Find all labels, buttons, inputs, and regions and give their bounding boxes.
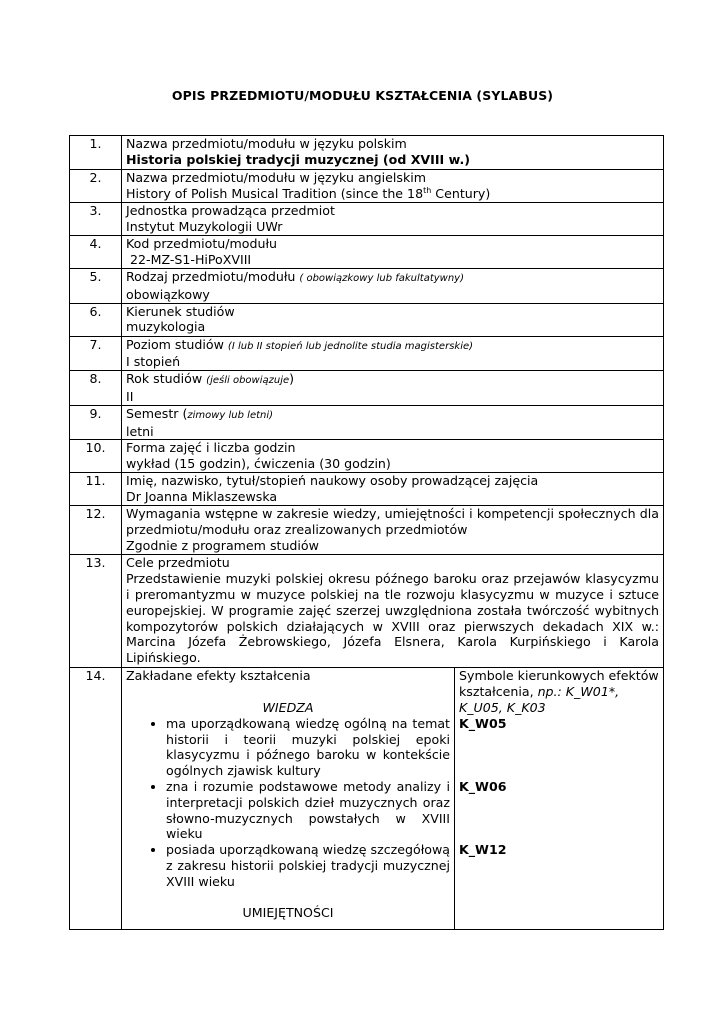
outcome-code: K_W12 bbox=[459, 842, 507, 858]
row-label: Forma zajęć i liczba godzin bbox=[126, 440, 296, 456]
row-value: 22-MZ-S1-HiPoXVIII bbox=[126, 251, 252, 267]
table-row bbox=[70, 136, 664, 170]
course-name-pl: Historia polskiej tradycji muzycznej (od XVIII w.) bbox=[126, 151, 470, 167]
table-row bbox=[70, 473, 664, 506]
row-number: 4. bbox=[70, 236, 122, 269]
row-value: wykład (15 godzin), ćwiczenia (30 godzin) bbox=[126, 456, 391, 472]
outcome-code: K_W06 bbox=[459, 778, 507, 794]
table-row bbox=[70, 269, 664, 304]
row-label: Kierunek studiów bbox=[126, 303, 235, 319]
row-label: Kod przedmiotu/modułu bbox=[126, 236, 278, 251]
table-row bbox=[70, 440, 664, 473]
row-number: 9. bbox=[70, 405, 122, 440]
syllabus-table bbox=[69, 135, 664, 930]
row-number: 10. bbox=[70, 440, 122, 473]
section-heading-umiejetnosci: UMIEJĘTNOŚCI bbox=[242, 905, 334, 921]
learning-outcomes-list bbox=[126, 716, 450, 890]
outcome-code: K_W05 bbox=[459, 715, 507, 731]
row-label: Semestr (zimowy lub letni) bbox=[126, 405, 274, 421]
row-number: 12. bbox=[70, 506, 122, 555]
row-value: Instytut Muzykologii UWr bbox=[126, 218, 283, 234]
table-row bbox=[70, 405, 664, 440]
row-value: letni bbox=[126, 423, 154, 439]
table-row bbox=[70, 236, 664, 269]
row-label: Nazwa przedmiotu/modułu w języku angielskim bbox=[126, 170, 427, 185]
table-row bbox=[70, 170, 664, 203]
row-number: 3. bbox=[70, 203, 122, 236]
row-number: 6. bbox=[70, 303, 122, 336]
table-row bbox=[70, 668, 664, 930]
table-row bbox=[70, 555, 664, 668]
row-value: II bbox=[126, 388, 134, 404]
row-label: Wymagania wstępne w zakresie wiedzy, umiejętności i kompetencji społecznych dla przedmiotu/modułu oraz zrealizowanych przedmiotów bbox=[126, 506, 659, 538]
course-name-en: History of Polish Musical Tradition (since the 18th Century) bbox=[126, 185, 491, 201]
row-value: obowiązkowy bbox=[126, 286, 210, 302]
row-value: Dr Joanna Miklaszewska bbox=[126, 489, 278, 505]
row-value: muzykologia bbox=[126, 319, 206, 335]
symbols-heading: Symbole kierunkowych efektów kształcenia, np.: K_W01*, K_U05, K_K03 bbox=[459, 668, 659, 715]
course-goals: Przedstawienie muzyki polskiej okresu późnego baroku oraz przejawów klasycyzmu i preromantyzmu w muzyce polskiej na tle rozwoju klasycyzmu w muzyce i sztuce europejskiej. W programie zajęć szerzej uwzględniona została twórczość wybitnych kompozytorów polskich działających w XVIII oraz pierwszych dekadach XIX w.: Marcina Józefa Żebrowskiego, Józefa Elsnera, Karola Kurpińskiego i Karola Lipińskiego. bbox=[126, 571, 659, 666]
row-number: 1. bbox=[70, 136, 122, 170]
page-title: OPIS PRZEDMIOTU/MODUŁU KSZTAŁCENIA (SYLABUS) bbox=[171, 88, 554, 103]
list-item: • zna i rozumie podstawowe metody analizy i interpretacji polskich dzieł muzycznych oraz słowno-muzycznych powstałych w XVIII wieku bbox=[166, 779, 450, 842]
section-heading-wiedza: WIEDZA bbox=[262, 699, 314, 715]
row-number: 5. bbox=[70, 269, 122, 304]
row-label: Zakładane efekty kształcenia bbox=[126, 668, 311, 684]
row-label: Nazwa przedmiotu/modułu w języku polskim bbox=[126, 136, 407, 151]
table-row bbox=[70, 371, 664, 406]
table-row bbox=[70, 336, 664, 371]
row-number: 2. bbox=[70, 170, 122, 203]
row-number: 8. bbox=[70, 371, 122, 406]
table-row bbox=[70, 506, 664, 555]
row-label: Poziom studiów (I lub II stopień lub jednolite studia magisterskie) bbox=[126, 336, 474, 352]
table-row bbox=[70, 303, 664, 336]
row-value: I stopień bbox=[126, 354, 181, 370]
row-label: Rodzaj przedmiotu/modułu ( obowiązkowy lub fakultatywny) bbox=[126, 269, 464, 284]
row-number: 11. bbox=[70, 473, 122, 506]
row-label: Rok studiów (jeśli obowiązuje) bbox=[126, 371, 295, 387]
row-number: 14. bbox=[70, 668, 122, 930]
row-number: 13. bbox=[70, 555, 122, 668]
list-item: • posiada uporządkowaną wiedzę szczegółową z zakresu historii polskiej tradycji muzycznej XVIII wieku bbox=[166, 842, 450, 889]
row-label: Jednostka prowadząca przedmiot bbox=[126, 203, 335, 218]
row-label: Cele przedmiotu bbox=[126, 555, 230, 571]
row-label: Imię, nazwisko, tytuł/stopień naukowy osoby prowadzącej zajęcia bbox=[126, 473, 539, 489]
row-value: Zgodnie z programem studiów bbox=[126, 537, 319, 553]
table-row bbox=[70, 203, 664, 236]
list-item: • ma uporządkowaną wiedzę ogólną na temat historii i teorii muzyki polskiej epoki klasycyzmu i późnego baroku w kontekście ogólnych zjawisk kultury bbox=[166, 716, 450, 779]
row-number: 7. bbox=[70, 336, 122, 371]
